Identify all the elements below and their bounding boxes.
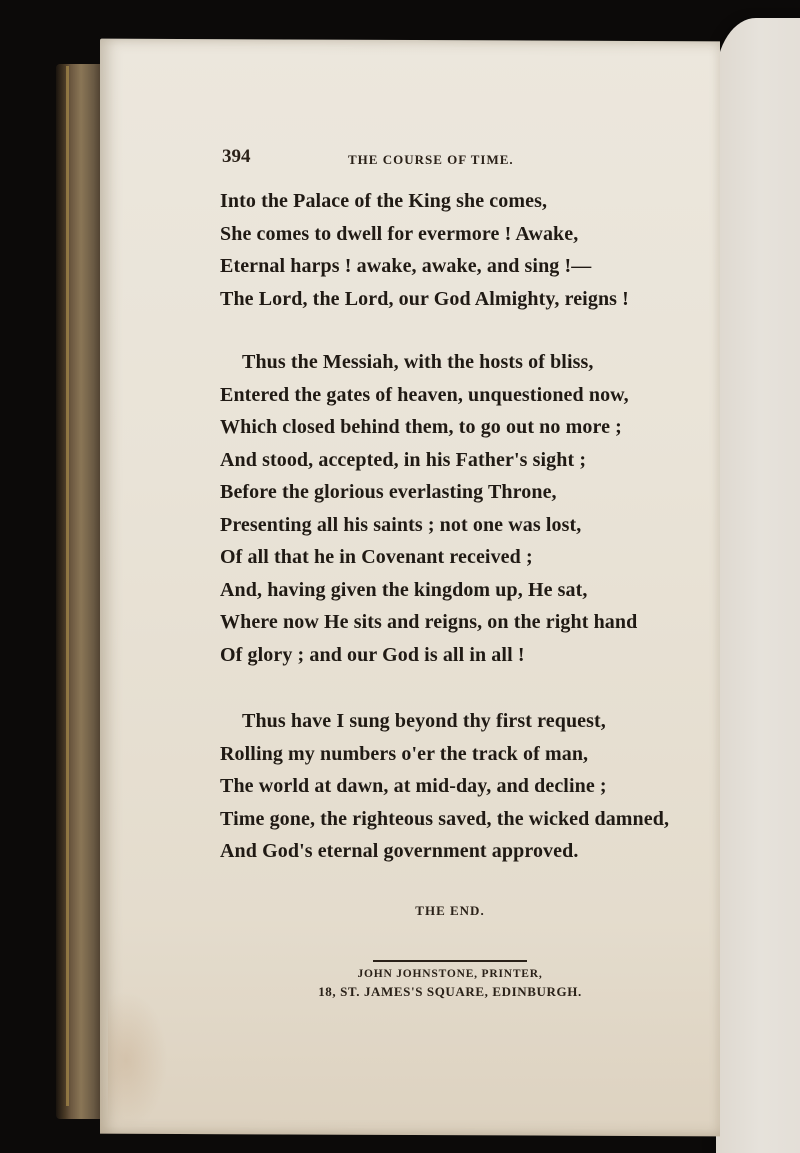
verse-line: Presenting all his saints ; not one was lost, [220, 513, 582, 536]
running-head: THE COURSE OF TIME. [348, 152, 514, 167]
stanza-2 [220, 346, 637, 671]
verse-line: Before the glorious everlasting Throne, [220, 481, 557, 503]
verse-line: Eternal harps ! awake, awake, and sing !— [220, 255, 592, 277]
page-header [222, 146, 642, 168]
stanza-3 [220, 705, 669, 868]
printer-imprint-line2: 18, ST. JAMES'S SQUARE, EDINBURGH. [318, 984, 582, 999]
the-end-block [0, 902, 800, 920]
book-spine [56, 64, 106, 1119]
verse-line: Time gone, the righteous saved, the wicked damned, [220, 807, 670, 830]
page-stain [108, 990, 168, 1130]
facing-page [716, 18, 800, 1153]
verse-line: Of glory ; and our God is all in all ! [220, 643, 525, 666]
verse-line: The world at dawn, at mid-day, and decline ; [220, 775, 607, 797]
divider-rule [373, 960, 527, 962]
verse-line: Into the Palace of the King she comes, [220, 190, 548, 212]
printer-imprint-line1: JOHN JOHNSTONE, PRINTER, [357, 968, 543, 980]
verse-line: Thus have I sung beyond thy first request, [242, 710, 606, 732]
verse-line: And God's eternal government approved. [220, 840, 579, 862]
verse-line: Rolling my numbers o'er the track of man, [220, 742, 589, 765]
verse-line: Of all that he in Covenant received ; [220, 546, 533, 568]
verse-line: She comes to dwell for evermore ! Awake, [220, 222, 579, 245]
gilt-edge [66, 66, 69, 1106]
the-end: THE END. [415, 903, 485, 918]
verse-line: Where now He sits and reigns, on the right hand [220, 611, 638, 633]
verse-line: Thus the Messiah, with the hosts of bliss, [242, 351, 594, 373]
verse-line: Entered the gates of heaven, unquestioned now, [220, 383, 629, 406]
stanza-1 [220, 185, 629, 315]
page-number: 394 [222, 146, 251, 167]
verse-line: Which closed behind them, to go out no more ; [220, 416, 622, 438]
verse-line: And stood, accepted, in his Father's sight ; [220, 448, 587, 471]
verse-line: And, having given the kingdom up, He sat, [220, 578, 588, 601]
verse-line: The Lord, the Lord, our God Almighty, reigns ! [220, 287, 629, 310]
